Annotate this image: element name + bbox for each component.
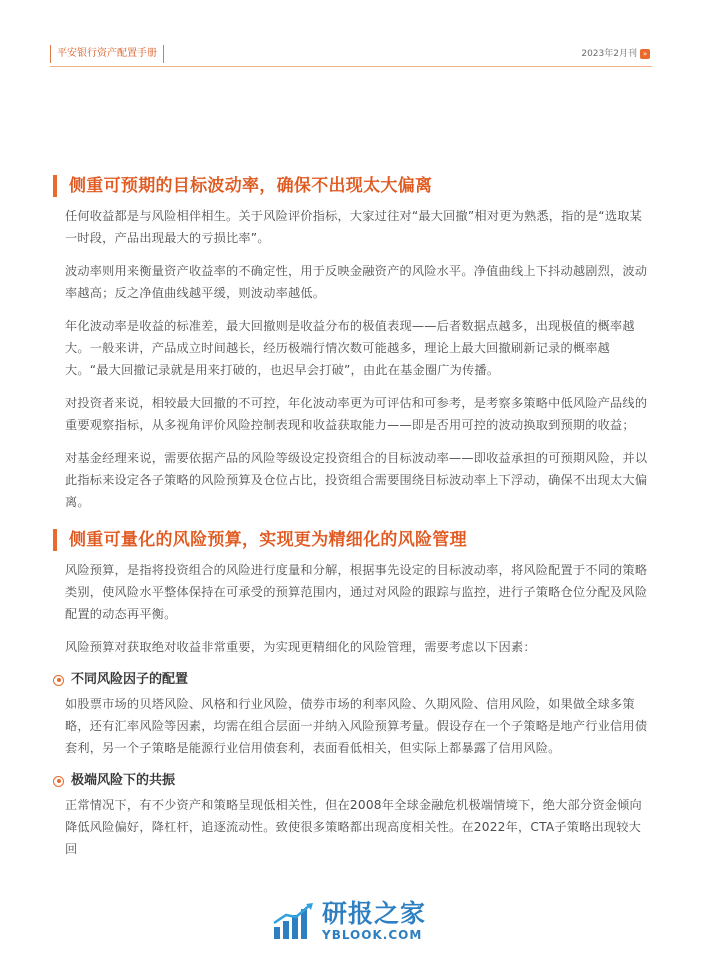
bullet-circle-icon <box>53 675 64 686</box>
issue-date <box>581 45 650 63</box>
header-divider <box>50 66 652 67</box>
paragraph: 正常情况下，有不少资产和策略呈现低相关性，但在2008年全球金融危机极端情境下，绝大部分资金倾向降低风险偏好，降杠杆，追逐流动性。致使很多策略都出现高度相关性。在2022年，CTA子策略出现较大回 <box>65 798 642 856</box>
header-title: 平安银行资产配置手册 <box>50 45 164 63</box>
paragraph: 波动率则用来衡量资产收益率的不确定性，用于反映金融资产的风险水平。净值曲线上下抖动越剧烈，波动率越高；反之净值曲线越平缓，则波动率越低。 <box>65 264 648 300</box>
paragraph: 风险预算对获取绝对收益非常重要，为实现更精细化的风险管理，需要考虑以下因素： <box>65 640 536 654</box>
watermark-logo <box>272 900 426 942</box>
paragraph: 风险预算，是指将投资组合的风险进行度量和分解，根据事先设定的目标波动率，将风险配置于不同的策略类别，使风险水平整体保持在可承受的预算范围内，通过对风险的跟踪与监控，进行子策略仓位分配及风险配置的动态再平衡。 <box>65 563 648 621</box>
subsection-title: 极端风险下的共振 <box>71 773 176 788</box>
section-title: 侧重可预期的目标波动率，确保不出现太大偏离 <box>53 175 653 197</box>
bullet-circle-icon <box>53 776 64 787</box>
subsection-heading <box>53 770 653 792</box>
paragraph: 对投资者来说，相较最大回撤的不可控，年化波动率更为可评估和可参考，是考察多策略中低风险产品线的重要观察指标，从多视角评价风险控制表现和收益获取能力——即是否用可控的波动换取到预期的收益； <box>65 396 648 432</box>
article-body <box>53 175 653 871</box>
subsection-heading <box>53 669 653 691</box>
section-risk-budget <box>53 529 653 860</box>
watermark-en: YBLOOK.COM <box>322 928 423 942</box>
section-title: 侧重可量化的风险预算，实现更为精细化的风险管理 <box>53 529 653 551</box>
paragraph: 年化波动率是收益的标准差，最大回撤则是收益分布的极值表现——后者数据点越多，出现极值的概率越大。一般来讲，产品成立时间越长，经历极端行情次数可能越多，理论上最大回撤刷新记录的概率越大。“最大回撤记录就是用来打破的，也迟早会打破”，由此在基金圈广为传播。 <box>65 319 635 377</box>
paragraph: 任何收益都是与风险相伴相生。关于风险评价指标，大家过往对“最大回撤”相对更为熟悉，指的是“选取某一时段，产品出现最大的亏损比率”。 <box>65 209 642 245</box>
section-target-volatility <box>53 175 653 513</box>
paragraph: 如股票市场的贝塔风险、风格和行业风险，债券市场的利率风险、久期风险、信用风险，如果做全球多策略，还有汇率风险等因素，均需在组合层面一并纳入风险预算考量。假设存在一个子策略是地产行业信用债套利，另一个子策略是能源行业信用债套利，表面看低相关，但实际上都暴露了信用风险。 <box>65 697 648 755</box>
issue-date-text: 2023年2月刊 <box>581 49 637 59</box>
subsection-title: 不同风险因子的配置 <box>71 672 189 687</box>
watermark-cn: 研报之家 <box>322 899 427 928</box>
bar-chart-logo-icon <box>272 901 316 941</box>
paragraph: 对基金经理来说，需要依据产品的风险等级设定投资组合的目标波动率——即收益承担的可预期风险，并以此指标来设定各子策略的风险预算及仓位占比，投资组合需要围绕目标波动率上下浮动，确保不出现太大偏离。 <box>65 451 648 509</box>
double-chevron-icon: » <box>640 49 650 59</box>
